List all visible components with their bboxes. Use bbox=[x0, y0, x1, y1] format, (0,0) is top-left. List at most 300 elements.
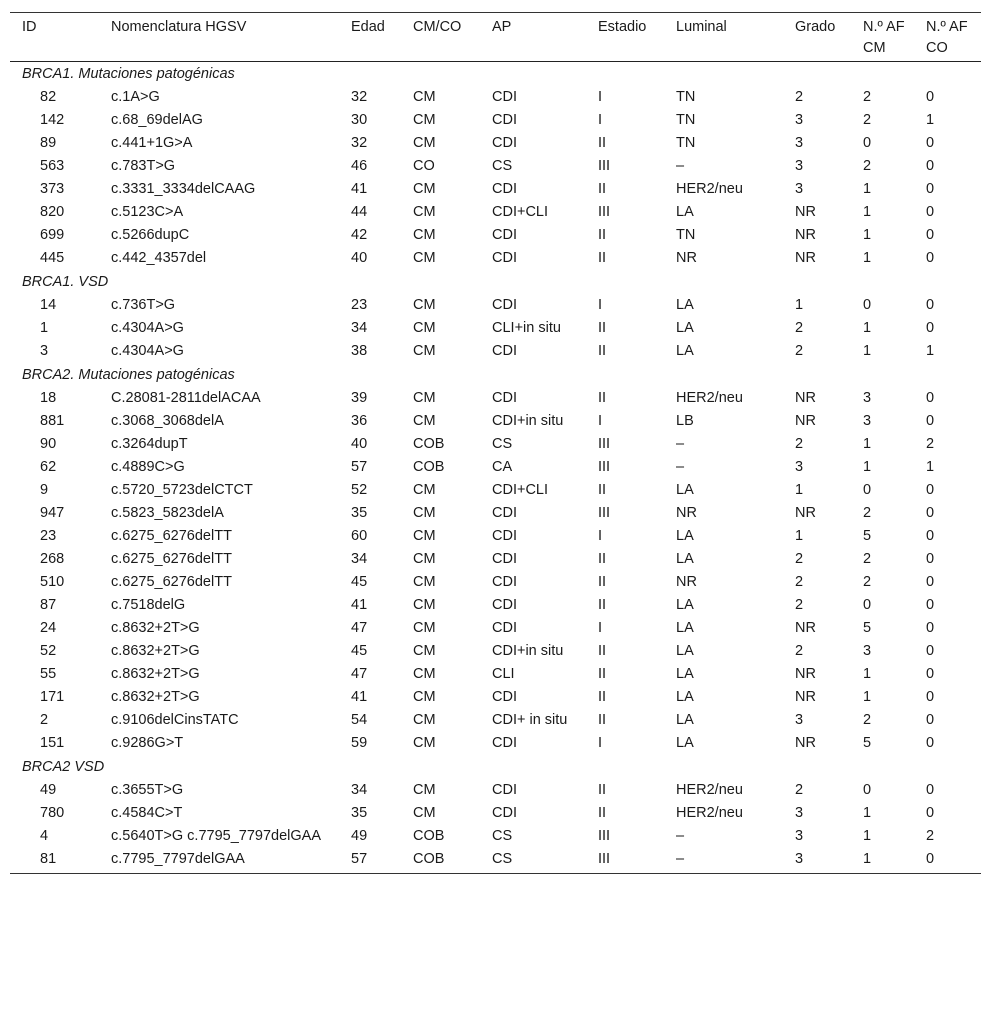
cell-af-cm: 3 bbox=[863, 390, 872, 406]
cell-id: 268 bbox=[40, 551, 65, 567]
cell-luminal: – bbox=[664, 848, 783, 873]
cell-estadio: II bbox=[598, 343, 607, 359]
cell-af-cm: 2 bbox=[863, 89, 872, 105]
cell-cm-co: CM bbox=[413, 227, 436, 243]
cell-edad: 45 bbox=[351, 643, 368, 659]
cell-id: 445 bbox=[40, 250, 65, 266]
table-row bbox=[10, 456, 981, 479]
table-row bbox=[10, 732, 981, 755]
cell-luminal: LA bbox=[676, 712, 694, 728]
cell-estadio: III bbox=[598, 828, 611, 844]
header-edad: Edad bbox=[339, 13, 401, 62]
cell-estadio: I bbox=[598, 297, 603, 313]
cell-grado: 2 bbox=[795, 343, 804, 359]
cell-af-cm: 2 bbox=[863, 574, 872, 590]
cell-id: 23 bbox=[40, 528, 57, 544]
cell-estadio: II bbox=[598, 390, 607, 406]
cell-ap: CDI bbox=[492, 551, 517, 567]
cell-cm-co: CM bbox=[413, 574, 436, 590]
cell-grado: NR bbox=[795, 735, 816, 751]
cell-edad: 52 bbox=[351, 482, 368, 498]
cell-nomenclatura: c.5123C>A bbox=[111, 204, 184, 220]
cell-id: 52 bbox=[40, 643, 57, 659]
cell-af-co: 0 bbox=[926, 551, 935, 567]
cell-cm-co: CM bbox=[413, 181, 436, 197]
cell-nomenclatura: c.736T>G bbox=[111, 297, 176, 313]
cell-estadio: III bbox=[598, 436, 611, 452]
cell-grado: 2 bbox=[795, 782, 804, 798]
cell-estadio: II bbox=[598, 805, 607, 821]
cell-estadio: II bbox=[598, 250, 607, 266]
cell-luminal: NR bbox=[676, 574, 697, 590]
cell-af-cm: 0 bbox=[863, 135, 872, 151]
cell-af-co: 0 bbox=[926, 413, 935, 429]
cell-id: 4 bbox=[40, 828, 49, 844]
cell-id: 9 bbox=[40, 482, 49, 498]
cell-af-cm: 1 bbox=[863, 828, 872, 844]
cell-af-co: 0 bbox=[926, 505, 935, 521]
cell-edad: 34 bbox=[351, 551, 368, 567]
cell-edad: 32 bbox=[351, 135, 368, 151]
cell-ap: CLI+in situ bbox=[492, 320, 561, 336]
section-row bbox=[10, 755, 981, 779]
cell-edad: 44 bbox=[351, 204, 368, 220]
cell-ap: CDI bbox=[492, 505, 517, 521]
cell-grado: NR bbox=[795, 413, 816, 429]
cell-luminal: TN bbox=[676, 227, 696, 243]
cell-edad: 41 bbox=[351, 597, 368, 613]
cell-grado: 3 bbox=[795, 828, 804, 844]
cell-af-cm: 1 bbox=[863, 436, 872, 452]
table-row bbox=[10, 571, 981, 594]
cell-af-co: 0 bbox=[926, 297, 935, 313]
cell-luminal: TN bbox=[676, 135, 696, 151]
cell-af-cm: 1 bbox=[863, 320, 872, 336]
table-row bbox=[10, 340, 981, 363]
mutations-table bbox=[10, 12, 981, 874]
cell-grado: NR bbox=[795, 620, 816, 636]
cell-af-cm: 1 bbox=[863, 250, 872, 266]
section-row bbox=[10, 62, 981, 87]
header-id: ID bbox=[10, 13, 99, 62]
cell-cm-co: CM bbox=[413, 343, 436, 359]
cell-nomenclatura: c.7795_7797delGAA bbox=[99, 848, 339, 873]
cell-grado: 1 bbox=[795, 482, 804, 498]
cell-nomenclatura: C.28081-2811delACAA bbox=[111, 390, 261, 406]
cell-nomenclatura: c.1A>G bbox=[111, 89, 160, 105]
cell-af-co: 1 bbox=[926, 112, 935, 128]
cell-ap: CS bbox=[480, 848, 586, 873]
cell-id: 699 bbox=[40, 227, 65, 243]
cell-edad: 57 bbox=[339, 848, 401, 873]
cell-id: 62 bbox=[40, 459, 57, 475]
section-title: BRCA1. Mutaciones patogénicas bbox=[22, 66, 235, 82]
cell-af-cm: 5 bbox=[863, 735, 872, 751]
cell-edad: 59 bbox=[351, 735, 368, 751]
cell-ap: CDI bbox=[492, 181, 517, 197]
cell-id: 1 bbox=[40, 320, 49, 336]
cell-nomenclatura: c.442_4357del bbox=[111, 250, 207, 266]
cell-id: 18 bbox=[40, 390, 57, 406]
cell-grado: 3 bbox=[795, 181, 804, 197]
cell-grado: 3 bbox=[795, 805, 804, 821]
cell-grado: NR bbox=[795, 227, 816, 243]
cell-id: 881 bbox=[40, 413, 65, 429]
table-row bbox=[10, 479, 981, 502]
cell-edad: 41 bbox=[351, 181, 368, 197]
cell-ap: CDI+in situ bbox=[492, 413, 564, 429]
cell-estadio: II bbox=[598, 227, 607, 243]
cell-estadio: I bbox=[598, 413, 603, 429]
cell-estadio: II bbox=[598, 643, 607, 659]
cell-estadio: I bbox=[598, 112, 603, 128]
cell-af-cm: 5 bbox=[863, 528, 872, 544]
cell-af-cm: 3 bbox=[863, 643, 872, 659]
cell-estadio: II bbox=[598, 320, 607, 336]
cell-cm-co: CM bbox=[413, 89, 436, 105]
cell-nomenclatura: c.6275_6276delTT bbox=[111, 528, 232, 544]
cell-af-co: 0 bbox=[926, 158, 935, 174]
table-row bbox=[10, 224, 981, 247]
cell-luminal: TN bbox=[676, 112, 696, 128]
cell-nomenclatura: c.3655T>G bbox=[111, 782, 184, 798]
cell-edad: 47 bbox=[351, 666, 368, 682]
cell-af-co: 1 bbox=[926, 343, 935, 359]
cell-cm-co: CM bbox=[413, 620, 436, 636]
cell-grado: 1 bbox=[795, 297, 804, 313]
cell-luminal: HER2/neu bbox=[676, 390, 743, 406]
cell-grado: 3 bbox=[795, 712, 804, 728]
cell-grado: 2 bbox=[795, 574, 804, 590]
cell-ap: CDI bbox=[492, 805, 517, 821]
cell-estadio: III bbox=[586, 848, 664, 873]
cell-luminal: HER2/neu bbox=[676, 181, 743, 197]
cell-id: 24 bbox=[40, 620, 57, 636]
cell-edad: 38 bbox=[351, 343, 368, 359]
cell-grado: 2 bbox=[795, 436, 804, 452]
cell-luminal: LB bbox=[676, 413, 694, 429]
cell-af-cm: 0 bbox=[863, 297, 872, 313]
table-row bbox=[10, 779, 981, 802]
cell-luminal: LA bbox=[676, 689, 694, 705]
cell-luminal: NR bbox=[676, 505, 697, 521]
cell-af-cm: 1 bbox=[863, 181, 872, 197]
cell-af-co: 0 bbox=[926, 712, 935, 728]
cell-cm-co: CM bbox=[413, 666, 436, 682]
cell-cm-co: CM bbox=[413, 482, 436, 498]
cell-luminal: LA bbox=[676, 735, 694, 751]
cell-edad: 46 bbox=[351, 158, 368, 174]
cell-grado: NR bbox=[795, 689, 816, 705]
cell-nomenclatura: c.8632+2T>G bbox=[111, 620, 200, 636]
cell-grado: NR bbox=[795, 505, 816, 521]
cell-af-cm: 1 bbox=[863, 343, 872, 359]
cell-luminal: – bbox=[676, 459, 685, 475]
cell-id: 82 bbox=[40, 89, 57, 105]
cell-af-cm: 2 bbox=[863, 112, 872, 128]
cell-luminal: TN bbox=[676, 89, 696, 105]
cell-af-cm: 1 bbox=[863, 459, 872, 475]
header-row bbox=[10, 13, 981, 62]
header-af-co: N.º AF CO bbox=[914, 13, 981, 62]
cell-af-co: 2 bbox=[926, 828, 935, 844]
cell-af-cm: 0 bbox=[863, 482, 872, 498]
cell-edad: 41 bbox=[351, 689, 368, 705]
cell-luminal: LA bbox=[676, 597, 694, 613]
cell-edad: 39 bbox=[351, 390, 368, 406]
cell-nomenclatura: c.5823_5823delA bbox=[111, 505, 224, 521]
cell-luminal: NR bbox=[676, 250, 697, 266]
cell-ap: CDI+ in situ bbox=[492, 712, 568, 728]
cell-ap: CDI+in situ bbox=[492, 643, 564, 659]
cell-af-cm: 1 bbox=[863, 805, 872, 821]
cell-af-cm: 0 bbox=[863, 782, 872, 798]
cell-estadio: II bbox=[598, 712, 607, 728]
cell-id: 780 bbox=[40, 805, 65, 821]
cell-nomenclatura: c.9286G>T bbox=[111, 735, 184, 751]
table-container bbox=[10, 12, 981, 874]
cell-af-co: 0 bbox=[914, 848, 981, 873]
cell-cm-co: CM bbox=[413, 551, 436, 567]
cell-af-co: 0 bbox=[926, 735, 935, 751]
cell-estadio: II bbox=[598, 574, 607, 590]
section-title: BRCA1. VSD bbox=[22, 274, 109, 290]
cell-id: 2 bbox=[40, 712, 49, 728]
cell-luminal: LA bbox=[676, 204, 694, 220]
cell-af-co: 0 bbox=[926, 135, 935, 151]
cell-af-co: 0 bbox=[926, 250, 935, 266]
cell-nomenclatura: c.5720_5723delCTCT bbox=[111, 482, 253, 498]
cell-cm-co: CM bbox=[413, 390, 436, 406]
section-title: BRCA2 VSD bbox=[22, 759, 105, 775]
cell-estadio: III bbox=[598, 204, 611, 220]
section-title: BRCA2. Mutaciones patogénicas bbox=[22, 367, 235, 383]
table-row bbox=[10, 663, 981, 686]
cell-ap: CS bbox=[492, 828, 513, 844]
table-row bbox=[10, 802, 981, 825]
cell-af-cm: 2 bbox=[863, 505, 872, 521]
section-row bbox=[10, 363, 981, 387]
cell-af-co: 0 bbox=[926, 574, 935, 590]
cell-id: 81 bbox=[10, 848, 99, 873]
cell-af-co: 0 bbox=[926, 689, 935, 705]
cell-cm-co: CO bbox=[413, 158, 435, 174]
cell-af-co: 0 bbox=[926, 320, 935, 336]
table-row bbox=[10, 502, 981, 525]
cell-edad: 34 bbox=[351, 782, 368, 798]
cell-edad: 42 bbox=[351, 227, 368, 243]
header-nomenclatura: Nomenclatura HGSV bbox=[99, 13, 339, 62]
cell-cm-co: CM bbox=[413, 689, 436, 705]
cell-edad: 60 bbox=[351, 528, 368, 544]
cell-cm-co: CM bbox=[413, 528, 436, 544]
cell-af-cm: 1 bbox=[863, 204, 872, 220]
cell-id: 947 bbox=[40, 505, 65, 521]
cell-estadio: II bbox=[598, 782, 607, 798]
cell-cm-co: CM bbox=[413, 204, 436, 220]
table-row bbox=[10, 178, 981, 201]
table-row bbox=[10, 109, 981, 132]
cell-af-co: 0 bbox=[926, 782, 935, 798]
cell-edad: 45 bbox=[351, 574, 368, 590]
cell-grado: 3 bbox=[795, 112, 804, 128]
cell-luminal: – bbox=[676, 828, 685, 844]
cell-estadio: II bbox=[598, 689, 607, 705]
cell-nomenclatura: c.6275_6276delTT bbox=[111, 574, 232, 590]
table-row bbox=[10, 617, 981, 640]
cell-edad: 57 bbox=[351, 459, 368, 475]
cell-nomenclatura: c.68_69delAG bbox=[111, 112, 203, 128]
cell-cm-co: CM bbox=[413, 135, 436, 151]
cell-luminal: LA bbox=[676, 297, 694, 313]
cell-ap: CDI bbox=[492, 227, 517, 243]
cell-ap: CDI bbox=[492, 574, 517, 590]
cell-edad: 23 bbox=[351, 297, 368, 313]
cell-nomenclatura: c.7518delG bbox=[111, 597, 186, 613]
cell-nomenclatura: c.3331_3334delCAAG bbox=[111, 181, 256, 197]
cell-af-co: 0 bbox=[926, 227, 935, 243]
cell-grado: NR bbox=[795, 204, 816, 220]
table-row bbox=[10, 709, 981, 732]
cell-cm-co: CM bbox=[413, 597, 436, 613]
section-row bbox=[10, 270, 981, 294]
cell-estadio: I bbox=[598, 528, 603, 544]
cell-grado: 3 bbox=[783, 848, 851, 873]
cell-estadio: II bbox=[598, 135, 607, 151]
cell-id: 14 bbox=[40, 297, 57, 313]
cell-ap: CDI bbox=[492, 735, 517, 751]
cell-edad: 40 bbox=[351, 250, 368, 266]
header-estadio: Estadio bbox=[586, 13, 664, 62]
cell-af-co: 0 bbox=[926, 666, 935, 682]
cell-ap: CDI bbox=[492, 112, 517, 128]
cell-af-co: 0 bbox=[926, 204, 935, 220]
cell-af-co: 0 bbox=[926, 620, 935, 636]
cell-edad: 47 bbox=[351, 620, 368, 636]
cell-nomenclatura: c.4304A>G bbox=[111, 320, 184, 336]
header-luminal: Luminal bbox=[664, 13, 783, 62]
cell-af-co: 0 bbox=[926, 528, 935, 544]
table-row bbox=[10, 686, 981, 709]
cell-nomenclatura: c.5266dupC bbox=[111, 227, 190, 243]
cell-nomenclatura: c.3264dupT bbox=[111, 436, 188, 452]
cell-nomenclatura: c.4584C>T bbox=[111, 805, 183, 821]
cell-af-co: 2 bbox=[926, 436, 935, 452]
cell-ap: CS bbox=[492, 436, 513, 452]
cell-estadio: III bbox=[598, 158, 611, 174]
cell-grado: 3 bbox=[795, 459, 804, 475]
table-row bbox=[10, 825, 981, 848]
cell-luminal: LA bbox=[676, 343, 694, 359]
cell-ap: CDI bbox=[492, 297, 517, 313]
header-af-cm: N.º AF CM bbox=[851, 13, 914, 62]
cell-af-co: 0 bbox=[926, 643, 935, 659]
cell-nomenclatura: c.3068_3068delA bbox=[111, 413, 224, 429]
cell-cm-co: CM bbox=[413, 643, 436, 659]
cell-cm-co: CM bbox=[413, 735, 436, 751]
table-row bbox=[10, 433, 981, 456]
cell-af-cm: 2 bbox=[863, 551, 872, 567]
cell-af-cm: 1 bbox=[863, 227, 872, 243]
cell-af-cm: 1 bbox=[863, 666, 872, 682]
table-row bbox=[10, 317, 981, 340]
cell-af-cm: 3 bbox=[863, 413, 872, 429]
cell-af-cm: 1 bbox=[851, 848, 914, 873]
cell-id: 151 bbox=[40, 735, 65, 751]
cell-id: 90 bbox=[40, 436, 57, 452]
cell-af-cm: 2 bbox=[863, 712, 872, 728]
cell-grado: 2 bbox=[795, 320, 804, 336]
cell-id: 89 bbox=[40, 135, 57, 151]
cell-estadio: III bbox=[598, 459, 611, 475]
cell-luminal: LA bbox=[676, 482, 694, 498]
table-row bbox=[10, 294, 981, 317]
cell-cm-co: CM bbox=[413, 320, 436, 336]
cell-estadio: I bbox=[598, 735, 603, 751]
cell-nomenclatura: c.6275_6276delTT bbox=[111, 551, 232, 567]
cell-cm-co: CM bbox=[413, 712, 436, 728]
cell-nomenclatura: c.8632+2T>G bbox=[111, 689, 200, 705]
cell-cm-co: COB bbox=[413, 436, 445, 452]
cell-edad: 30 bbox=[351, 112, 368, 128]
cell-af-co: 0 bbox=[926, 390, 935, 406]
cell-id: 510 bbox=[40, 574, 65, 590]
cell-grado: NR bbox=[795, 250, 816, 266]
cell-ap: CDI bbox=[492, 597, 517, 613]
cell-grado: 2 bbox=[795, 551, 804, 567]
cell-cm-co: CM bbox=[413, 782, 436, 798]
table-row bbox=[10, 86, 981, 109]
cell-edad: 34 bbox=[351, 320, 368, 336]
table-header bbox=[10, 13, 981, 62]
cell-cm-co: COB bbox=[401, 848, 480, 873]
cell-luminal: LA bbox=[676, 666, 694, 682]
cell-id: 49 bbox=[40, 782, 57, 798]
cell-af-cm: 0 bbox=[863, 597, 872, 613]
cell-ap: CDI+CLI bbox=[492, 482, 549, 498]
cell-luminal: HER2/neu bbox=[676, 805, 743, 821]
cell-grado: 2 bbox=[795, 597, 804, 613]
cell-ap: CA bbox=[492, 459, 513, 475]
cell-ap: CLI bbox=[492, 666, 515, 682]
cell-luminal: LA bbox=[676, 643, 694, 659]
cell-cm-co: CM bbox=[413, 413, 436, 429]
cell-af-co: 0 bbox=[926, 597, 935, 613]
cell-af-co: 0 bbox=[926, 181, 935, 197]
cell-id: 563 bbox=[40, 158, 65, 174]
cell-estadio: II bbox=[598, 551, 607, 567]
cell-nomenclatura: c.441+1G>A bbox=[111, 135, 193, 151]
cell-id: 142 bbox=[40, 112, 65, 128]
cell-id: 171 bbox=[40, 689, 65, 705]
cell-nomenclatura: c.8632+2T>G bbox=[111, 643, 200, 659]
cell-edad: 36 bbox=[351, 413, 368, 429]
cell-nomenclatura: c.8632+2T>G bbox=[111, 666, 200, 682]
cell-estadio: I bbox=[598, 89, 603, 105]
cell-ap: CDI bbox=[492, 135, 517, 151]
table-row bbox=[10, 410, 981, 433]
cell-luminal: LA bbox=[676, 528, 694, 544]
cell-af-co: 1 bbox=[926, 459, 935, 475]
cell-id: 55 bbox=[40, 666, 57, 682]
cell-luminal: LA bbox=[676, 551, 694, 567]
cell-ap: CDI bbox=[492, 620, 517, 636]
table-body bbox=[10, 62, 981, 874]
cell-af-co: 0 bbox=[926, 805, 935, 821]
cell-estadio: II bbox=[598, 482, 607, 498]
cell-cm-co: CM bbox=[413, 805, 436, 821]
cell-id: 820 bbox=[40, 204, 65, 220]
